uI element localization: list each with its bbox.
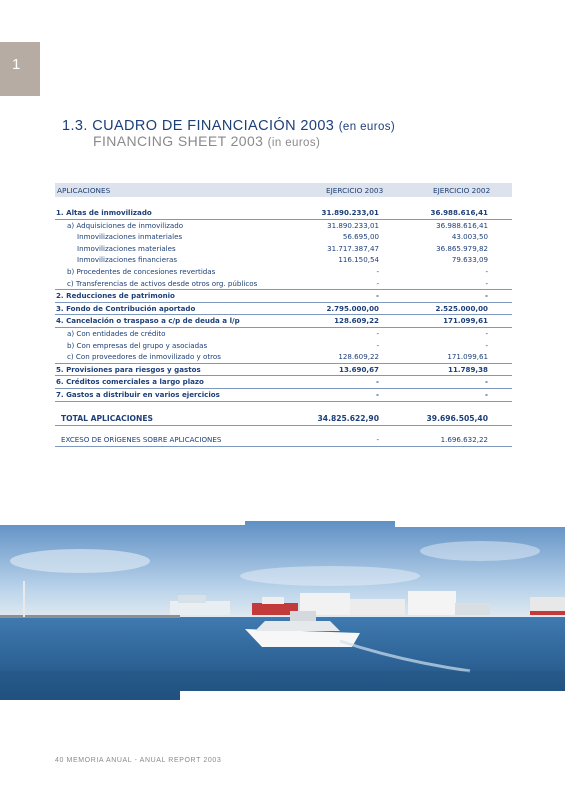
exceso-value-2002: 1.696.632,22 bbox=[440, 435, 488, 444]
row-value-2003: - bbox=[376, 291, 379, 301]
row-label: 7. Gastos a distribuir en varios ejercicios bbox=[56, 389, 220, 399]
table-row bbox=[55, 243, 512, 255]
table-row bbox=[55, 389, 512, 402]
chapter-number: 1 bbox=[12, 56, 21, 73]
row-value-2003: - bbox=[376, 377, 379, 387]
total-label: TOTAL APLICACIONES bbox=[61, 414, 154, 423]
row-label: 6. Créditos comerciales a largo plazo bbox=[56, 377, 204, 387]
row-value-2002: 171.099,61 bbox=[443, 316, 488, 326]
table-row bbox=[55, 207, 512, 220]
exceso-label: EXCESO DE ORÍGENES SOBRE APLICACIONES bbox=[61, 435, 222, 444]
table-row bbox=[55, 328, 512, 340]
row-value-2002: - bbox=[485, 278, 488, 288]
row-value-2002: - bbox=[485, 328, 488, 338]
row-value-2002: - bbox=[485, 340, 488, 350]
harbour-photo bbox=[0, 521, 565, 700]
row-value-2003: - bbox=[376, 389, 379, 399]
row-label: 3. Fondo de Contribución aportado bbox=[56, 303, 196, 313]
title-es: 1.3. CUADRO DE FINANCIACIÓN 2003 bbox=[62, 118, 335, 134]
row-label: Inmovilizaciones materiales bbox=[77, 243, 176, 253]
row-value-2002: 36.988.616,41 bbox=[436, 220, 488, 230]
row-label: Inmovilizaciones inmateriales bbox=[77, 232, 183, 242]
table-row bbox=[55, 340, 512, 352]
row-value-2003: - bbox=[376, 328, 379, 338]
row-value-2003: - bbox=[376, 266, 379, 276]
row-value-2003: - bbox=[376, 340, 379, 350]
exceso-value-2003: - bbox=[376, 435, 379, 444]
row-label: a) Adquisiciones de inmovilizado bbox=[67, 220, 184, 230]
row-label: b) Procedentes de concesiones revertidas bbox=[67, 266, 216, 276]
row-value-2002: 36.865.979,82 bbox=[436, 243, 488, 253]
header-col-2002: EJERCICIO 2002 bbox=[433, 186, 491, 195]
row-label: c) Transferencias de activos desde otros org. públicos bbox=[67, 278, 258, 288]
row-value-2002: - bbox=[485, 266, 488, 276]
table-row bbox=[55, 231, 512, 243]
row-value-2003: 13.690,67 bbox=[339, 364, 379, 374]
title-en: FINANCING SHEET 2003 bbox=[93, 133, 264, 149]
total-value-2002: 39.696.505,40 bbox=[426, 414, 488, 423]
row-value-2002: 36.988.616,41 bbox=[430, 208, 488, 217]
harbour-illustration bbox=[0, 521, 565, 700]
table-row bbox=[55, 254, 512, 266]
row-value-2002: - bbox=[485, 389, 488, 399]
table-row bbox=[55, 364, 512, 377]
page-footer bbox=[55, 757, 221, 764]
row-value-2002: 2.525.000,00 bbox=[435, 303, 488, 313]
exceso-row bbox=[55, 433, 512, 447]
table-row bbox=[55, 315, 512, 328]
title-en-unit: (in euros) bbox=[267, 137, 321, 149]
total-value-2003: 34.825.622,90 bbox=[317, 414, 379, 423]
table-row bbox=[55, 266, 512, 278]
row-label: 4. Cancelación o traspaso a c/p de deuda a l/p bbox=[56, 316, 240, 326]
row-value-2002: - bbox=[485, 291, 488, 301]
table-row bbox=[55, 220, 512, 232]
row-value-2003: - bbox=[376, 278, 379, 288]
row-value-2003: 116.150,54 bbox=[338, 255, 379, 265]
page-title bbox=[62, 118, 395, 134]
header-col-2003: EJERCICIO 2003 bbox=[326, 186, 384, 195]
row-value-2002: 79.633,09 bbox=[451, 255, 488, 265]
row-value-2003: 31.890.233,01 bbox=[321, 208, 379, 217]
row-label: Inmovilizaciones financieras bbox=[77, 255, 178, 265]
chapter-tab bbox=[0, 42, 40, 96]
row-label: 1. Altas de inmovilizado bbox=[56, 208, 152, 217]
table-row bbox=[55, 376, 512, 389]
table-row bbox=[55, 290, 512, 303]
table-row bbox=[55, 351, 512, 364]
table-body bbox=[55, 207, 512, 402]
row-value-2003: 128.609,22 bbox=[338, 352, 379, 362]
table-row bbox=[55, 303, 512, 316]
page-subtitle bbox=[93, 133, 320, 149]
row-value-2003: 2.795.000,00 bbox=[326, 303, 379, 313]
table-row bbox=[55, 278, 512, 291]
row-label: 2. Reducciones de patrimonio bbox=[56, 291, 175, 301]
row-value-2002: 43.003,50 bbox=[451, 232, 488, 242]
row-label: 5. Provisiones para riesgos y gastos bbox=[56, 364, 201, 374]
row-label: b) Con empresas del grupo y asociadas bbox=[67, 340, 208, 350]
table-header bbox=[55, 183, 512, 197]
row-value-2002: 11.789,38 bbox=[448, 364, 488, 374]
row-value-2003: 56.695,00 bbox=[342, 232, 379, 242]
row-value-2003: 128.609,22 bbox=[334, 316, 379, 326]
row-value-2002: 171.099,61 bbox=[447, 352, 488, 362]
row-label: a) Con entidades de crédito bbox=[67, 328, 166, 338]
row-value-2003: 31.717.387,47 bbox=[327, 243, 379, 253]
header-label: APLICACIONES bbox=[57, 186, 111, 195]
row-label: c) Con proveedores de inmovilizado y otros bbox=[67, 352, 221, 362]
row-value-2002: - bbox=[485, 377, 488, 387]
row-value-2003: 31.890.233,01 bbox=[327, 220, 379, 230]
total-row bbox=[55, 412, 512, 426]
footer-text: MEMORIA ANUAL - ANUAL REPORT 2003 bbox=[66, 757, 222, 764]
title-es-unit: (en euros) bbox=[338, 121, 396, 133]
page-number: 40 bbox=[55, 757, 64, 764]
